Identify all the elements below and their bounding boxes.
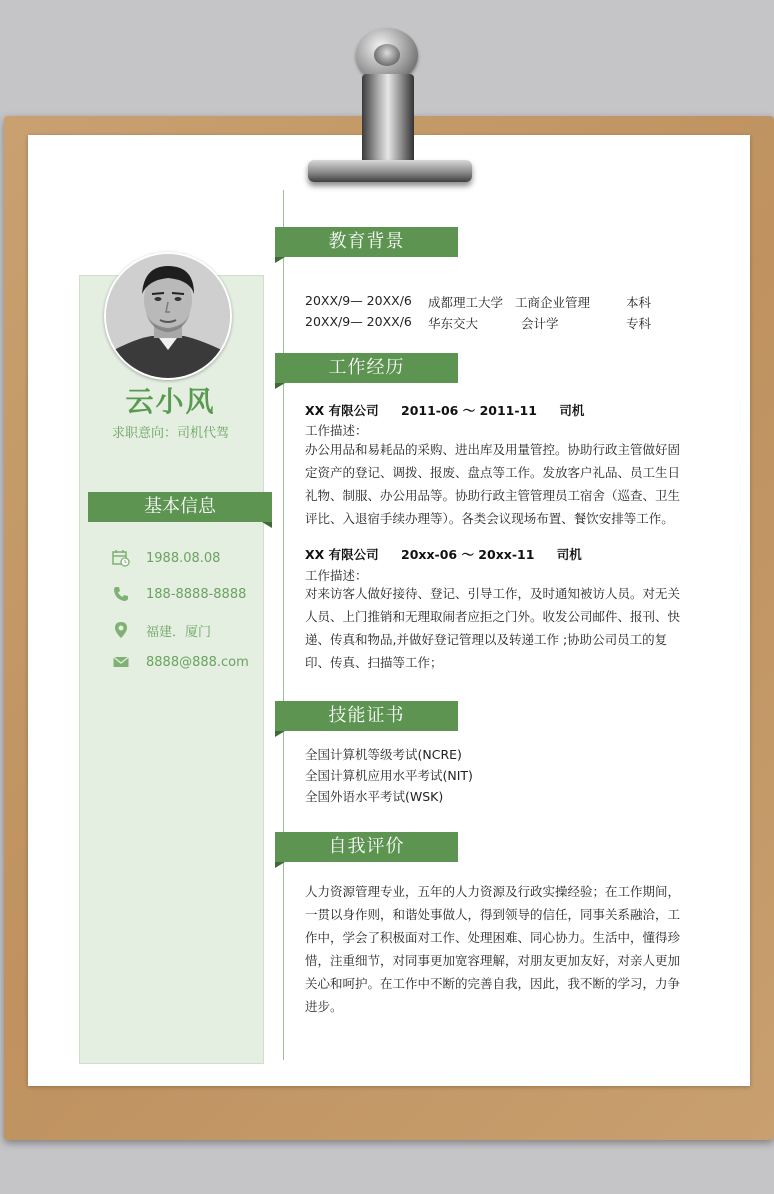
cert-item: 全国计算机应用水平考试(NIT) xyxy=(305,768,473,783)
basic-info-header: 基本信息 xyxy=(88,492,272,522)
edu-school: 华东交大 xyxy=(428,316,479,331)
phone-icon xyxy=(112,585,130,603)
edu-major: 工商企业管理 xyxy=(515,295,591,310)
calendar-icon xyxy=(112,549,130,567)
job-intent: 求职意向：司机代驾 xyxy=(111,426,229,441)
edu-school: 成都理工大学 xyxy=(428,295,504,310)
birthday-row xyxy=(112,548,220,568)
edu-period: 20XX/9— 20XX/6 xyxy=(305,293,412,308)
avatar xyxy=(104,252,232,380)
edu-degree: 本科 xyxy=(626,295,652,310)
job-1-company: XX 有限公司 xyxy=(305,403,379,418)
job-1-role: 司机 xyxy=(559,403,585,418)
avatar-portrait xyxy=(106,254,230,378)
work-header: 工作经历 xyxy=(275,353,458,383)
clip-ring-hole xyxy=(374,44,400,66)
email-row xyxy=(112,652,249,672)
candidate-name: 云小风 xyxy=(125,385,216,418)
education-header: 教育背景 xyxy=(275,227,458,257)
job-2-description: 对来访客人做好接待、登记、引导工作，及时通知被访人员。对无关人员、上门推销和无理取闹者应拒之门外。收发公司邮件、报刊、快递、传真和物品,并做好登记管理以及转递工作 ;协助公司员工的复印、传真、扫描等工作； xyxy=(305,586,681,670)
edu-period: 20XX/9— 20XX/6 xyxy=(305,314,412,329)
binder-clip xyxy=(300,22,480,182)
job-2-company: XX 有限公司 xyxy=(305,547,379,562)
location-row xyxy=(112,620,211,640)
skills-header: 技能证书 xyxy=(275,701,458,731)
location-value: 福建．厦门 xyxy=(146,624,212,640)
email-value: 8888@888.com xyxy=(146,654,249,670)
clip-base xyxy=(308,160,472,182)
email-icon xyxy=(112,653,130,671)
birthday-value: 1988.08.08 xyxy=(146,550,221,566)
job-2-desc-label: 工作描述： xyxy=(305,568,368,583)
job-1-dates: 2011-06 ～ 2011-11 xyxy=(401,403,537,418)
job-1-desc-label: 工作描述： xyxy=(305,423,368,438)
phone-row xyxy=(112,584,246,604)
edu-major: 会计学 xyxy=(521,316,559,331)
cert-item: 全国计算机等级考试(NCRE) xyxy=(305,747,462,762)
location-pin-icon xyxy=(112,621,130,639)
column-divider xyxy=(283,190,284,1060)
job-2-heading xyxy=(305,545,600,563)
phone-value: 188-8888-8888 xyxy=(146,586,247,602)
job-1-heading xyxy=(305,401,602,419)
clip-neck xyxy=(362,74,414,164)
job-1-description: 办公用品和易耗品的采购、进出库及用量管控。协助行政主管做好固定资产的登记、调拨、报废、盘点等工作。发放客户礼品、员工生日礼物、制服、办公用品等。协助行政主管管理员工宿舍（巡查、卫生评比、入退宿手续办理等）。各类会议现场布置、餐饮安排等工作。 xyxy=(305,442,681,526)
job-2-dates: 20xx-06 ～ 20xx-11 xyxy=(401,547,535,562)
cert-item: 全国外语水平考试(WSK) xyxy=(305,789,444,804)
edu-degree: 专科 xyxy=(626,316,652,331)
self-eval-text: 人力资源管理专业，五年的人力资源及行政实操经验；在工作期间，一贯以身作则，和谐处事做人，得到领导的信任，同事关系融洽，工作中，学会了积极面对工作、处理困难、同心协力。生活中，懂得珍惜，注重细节，对同事更加宽容理解，对朋友更加友好，对亲人更加关心和呵护。在工作中不断的完善自我，因此，我不断的学习，力争进步。 xyxy=(305,884,681,1014)
job-2-role: 司机 xyxy=(556,547,582,562)
self-eval-header: 自我评价 xyxy=(275,832,458,862)
